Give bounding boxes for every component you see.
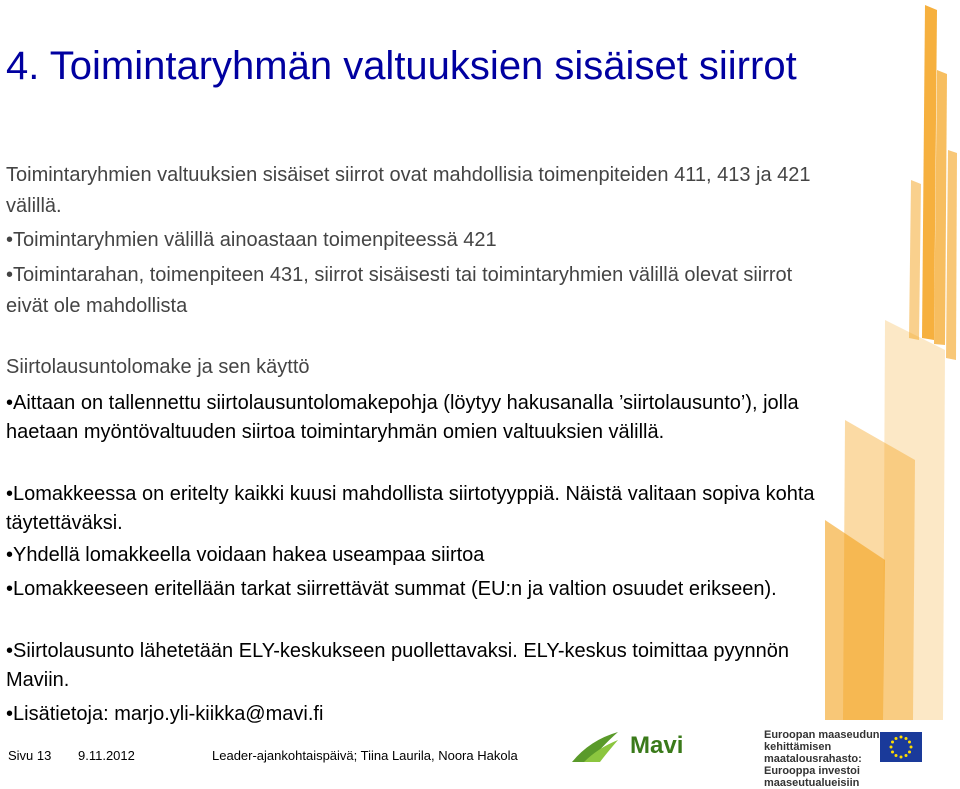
- eu-flag-icon: [880, 732, 922, 762]
- footer-event: Leader-ajankohtaispäivä; Tiina Laurila, Noora Hakola: [212, 748, 518, 763]
- decorative-stripes: [825, 0, 960, 720]
- bullet-a-2: • Toimintarahan, toimenpiteen 431, siirrot sisäisesti tai toimintaryhmien välillä olevat siirrot eivät ole mahdollista: [6, 260, 836, 322]
- mavi-leaf-icon: [570, 730, 620, 764]
- mavi-logo-text: Mavi: [630, 732, 684, 759]
- subheading: Siirtolausuntolomake ja sen käyttö: [6, 356, 310, 378]
- bullet-a-1: • Toimintaryhmien välillä ainoastaan toimenpiteessä 421: [6, 225, 836, 256]
- mavi-logo: [570, 730, 684, 769]
- bullet-b-3: • Yhdellä lomakkeella voidaan hakea useampaa siirtoa: [6, 541, 836, 570]
- slide-title: 4. Toimintaryhmän valtuuksien sisäiset siirrot: [6, 44, 797, 88]
- footer-date: 9.11.2012: [78, 748, 135, 763]
- eu-fund-text: Euroopan maaseudun kehittämisen maatalousrahasto: Eurooppa investoi maaseutualueisiin: [764, 729, 880, 789]
- bullet-b-4: • Lomakkeeseen eritellään tarkat siirrettävät summat (EU:n ja valtion osuudet erikseen).: [6, 575, 836, 604]
- bullet-b-2: • Lomakkeessa on eritelty kaikki kuusi mahdollista siirtotyyppiä. Näistä valitaan sopiva kohta täytettäväksi.: [6, 480, 836, 538]
- bullet-b-6: • Lisätietoja: marjo.yli-kiikka@mavi.fi: [6, 700, 836, 729]
- bullet-b-1: • Aittaan on tallennettu siirtolausuntolomakepohja (löytyy hakusanalla ’siirtolausunto’), jolla haetaan myöntövaltuuden siirtoa toimintaryhmän omien valtuuksien välillä.: [6, 389, 836, 447]
- intro-text: Toimintaryhmien valtuuksien sisäiset siirrot ovat mahdollisia toimenpiteiden 411, 413 ja 421 välillä.: [6, 164, 811, 217]
- bullet-b-5: • Siirtolausunto lähetetään ELY-keskukseen puollettavaksi. ELY-keskus toimittaa pyynnön Maviin.: [6, 637, 836, 695]
- footer-page: Sivu 13: [8, 748, 52, 763]
